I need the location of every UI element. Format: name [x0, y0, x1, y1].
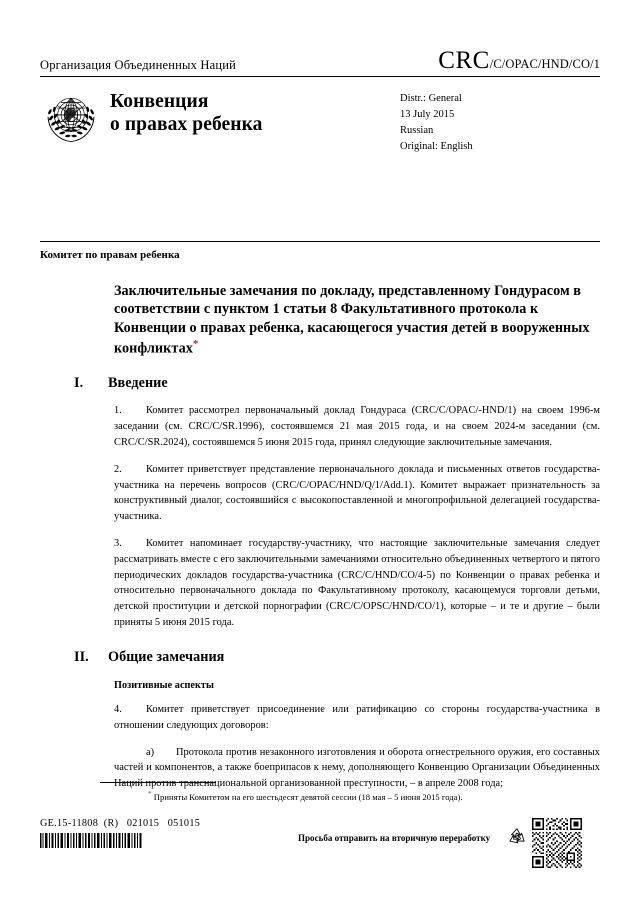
footer-code-two: 051015 — [167, 818, 201, 829]
paragraph-1 — [114, 403, 600, 450]
document-language: Russian — [400, 124, 434, 136]
recycle-icon — [506, 826, 528, 848]
document-symbol — [438, 48, 600, 73]
paragraph-4 — [114, 702, 600, 734]
barcode — [40, 833, 142, 848]
footer-code-one: 021015 — [126, 818, 160, 829]
section-title-2: Общие замечания — [108, 648, 225, 665]
masthead-body-row — [40, 77, 600, 155]
section-title-1: Введение — [108, 375, 168, 392]
paragraph-number-4: 4. — [114, 703, 122, 715]
organization-name: Организация Объединенных Наций — [40, 58, 237, 72]
paragraph-text-3: Комитет напоминает государству-участнику, что настоящие заключительные замечания следует рассматривать вместе с его заключительными замечаниями относительно объединенных четвертого и пятого периодических докладов государства-участника (CRC/C/HND/CO/4-5) по Конвенции о правах ребенка и относительно первоначального доклада по Факультативному протоколу, касающемуся торговли детьми, детской проституции и детской порнографии (CRC/C/OPSC/HND/CO/1), которые – и те и другие – были приняты 5 июня 2015 года. — [114, 538, 600, 629]
document-date: 13 July 2015 — [400, 108, 455, 120]
paragraph-number-2: 2. — [114, 463, 122, 475]
original-language: Original: English — [400, 140, 473, 152]
section-heading-introduction — [40, 375, 600, 392]
committee-divider — [40, 241, 600, 242]
subheading-positive-aspects: Позитивные аспекты — [114, 679, 214, 691]
paragraph-3 — [114, 536, 600, 631]
section-heading-general-observations — [40, 649, 600, 666]
title-footnote-marker: * — [192, 338, 199, 351]
committee-name: Комитет по правам ребенка — [40, 248, 180, 261]
ge-number: GE.15-11808 (R) — [40, 818, 119, 829]
footnote — [148, 789, 600, 803]
distribution-type: Distr.: General — [400, 93, 462, 104]
masthead — [40, 0, 600, 155]
section-numeral-2: II. — [74, 648, 89, 665]
convention-title-line1: Конвенция — [110, 91, 209, 112]
page-title — [114, 282, 600, 359]
convention-title — [110, 86, 400, 136]
paragraph-number-4a: a) — [146, 746, 155, 758]
footnote-divider — [100, 782, 216, 783]
paragraph-2 — [114, 462, 600, 525]
un-emblem — [40, 87, 102, 149]
footnote-marker: * — [148, 790, 152, 798]
paragraph-text-2: Комитет приветствует представление первоначального доклада и письменных ответов государства-участника на перечень вопросов (CRC/C/OPAC/HND/Q/1/Add.1). Комитет выражает признательность за конструктивный диалог, состоявшийся с высокопоставленной и многопрофильной делегацией государства-участника. — [114, 463, 600, 523]
paragraph-number-1: 1. — [114, 405, 122, 417]
document-symbol-suffix: /C/OPAC/HND/CO/1 — [489, 57, 600, 71]
footnote-text: Приняты Комитетом на его шестьдесят девятой сессии (18 мая – 5 июня 2015 года). — [153, 791, 463, 802]
paragraph-number-3: 3. — [114, 538, 122, 550]
section-numeral-1: I. — [74, 375, 84, 392]
page-title-text: Заключительные замечания по докладу, представленному Гондурасом в соответствии с пунктом 1 статьи 8 Факультативного протокола к Конвенции о правах ребенка, касающегося участия детей в вооруженных конфликтах — [114, 282, 590, 357]
paragraph-text-1: Комитет рассмотрел первоначальный доклад Гондураса (CRC/C/OPAC/-HND/1) на своем 1996-м заседании (см. CRC/C/SR.1996), состоявшемся 21 мая 2015 года, и на своем 2024-м заседании (см. CRC/C/SR.2024), состоявшемся 5 июня 2015 года, принял следующие заключительные замечания. — [114, 405, 600, 448]
masthead-top-row — [40, 48, 600, 76]
ge-number-line — [40, 818, 200, 829]
paragraph-text-4a: Протокола против незаконного изготовления и оборота огнестрельного оружия, его составных частей и компонентов, а также боеприпасов к нему, дополняющего Конвенцию Организации Объединенных Наций против транснациональной организованной преступности, – в апреле 2008 года; — [114, 746, 600, 790]
footnote-area — [40, 782, 600, 803]
paragraph-text-4: Комитет приветствует присоединение или ратификацию со стороны государства-участника в отношении следующих договоров: — [114, 703, 600, 731]
recycle-notice: Просьба отправить на вторичную переработку — [298, 833, 491, 843]
page-footer — [40, 818, 600, 878]
distribution-block — [400, 86, 600, 155]
document-symbol-main: CRC — [438, 47, 490, 74]
convention-title-line2: о правах ребенка — [110, 114, 263, 135]
qr-code — [532, 818, 600, 868]
